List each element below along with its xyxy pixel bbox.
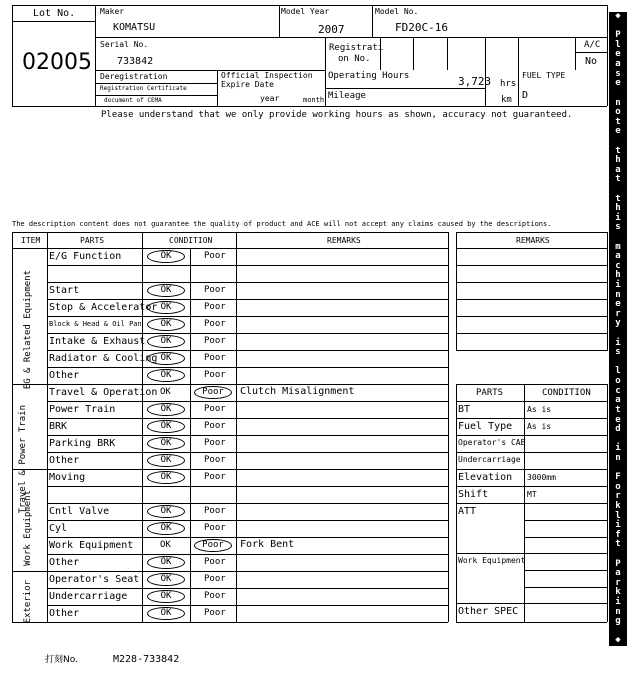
side-note-char: s: [615, 347, 621, 358]
side-note-char: a: [615, 59, 621, 69]
row-remark: Clutch Misalignment: [240, 386, 355, 397]
table-row: [0, 384, 448, 401]
side-note-char: o: [615, 107, 621, 118]
month-label: month: [303, 96, 325, 104]
spec-row-line: [456, 452, 607, 453]
km-unit: km: [501, 95, 512, 105]
spec-condition: As is: [527, 422, 552, 431]
poor-option: Poor: [204, 455, 226, 465]
poor-option: Poor: [204, 353, 226, 363]
section-label: Work Equipment: [23, 490, 33, 566]
poor-option: Poor: [204, 302, 226, 312]
table-row: [0, 588, 448, 605]
spec-condition-header: CONDITION: [542, 388, 591, 398]
spec-condition: 3000mm: [527, 473, 556, 482]
ok-option: OK: [160, 387, 171, 397]
table-row: [0, 350, 448, 367]
model-no-value: FD20C-16: [395, 21, 448, 34]
row-part: Travel & Operation: [49, 386, 158, 398]
poor-option: Poor: [204, 523, 226, 533]
side-note-char: s: [615, 222, 621, 233]
ok-option: OK: [147, 284, 185, 297]
side-note-char: t: [615, 116, 621, 127]
stamp-value: M228-733842: [113, 654, 180, 665]
ok-option: OK: [147, 369, 185, 382]
side-note-char: s: [615, 68, 621, 79]
spec-row-line: [456, 553, 607, 554]
parts-header: PARTS: [80, 236, 105, 245]
spec-sub-line: [524, 570, 607, 571]
remarks-right-header: REMARKS: [516, 236, 550, 245]
spec-row-line: [456, 435, 607, 436]
spec-part: Operator's CAB: [458, 438, 526, 447]
side-note-char: l: [615, 510, 621, 521]
side-note-char: t: [615, 145, 621, 156]
side-note-char: r: [615, 308, 621, 319]
side-note-char: t: [615, 539, 621, 550]
side-note-char: l: [615, 39, 621, 50]
ok-option: OK: [147, 420, 185, 433]
maker-label: Maker: [100, 7, 125, 16]
poor-option: Poor: [204, 336, 226, 346]
maker-value: KOMATSU: [113, 22, 156, 33]
poor-option: Poor: [204, 506, 226, 516]
model-no-label: Model No.: [375, 7, 419, 16]
ok-option: OK: [147, 454, 185, 467]
spec-part: BT: [458, 404, 471, 415]
spec-row-line: [456, 418, 607, 419]
row-part: E/G Function: [49, 250, 122, 262]
side-note-char: i: [615, 597, 621, 607]
row-part: Radiator & Cooling: [49, 352, 158, 364]
side-note-char: i: [615, 520, 621, 531]
section-label: Travel & Power Train: [18, 405, 28, 514]
hrs-unit: hrs: [500, 79, 517, 89]
side-note-char: r: [615, 491, 621, 502]
side-note-char: e: [615, 299, 621, 310]
poor-option: Poor: [204, 404, 226, 414]
spec-row-line: [456, 503, 607, 504]
poor-option: Poor: [204, 608, 226, 618]
section-label: Exterior: [23, 580, 33, 624]
side-note-char: o: [615, 481, 621, 492]
side-note-char: t: [615, 193, 621, 204]
side-note-bar: [609, 12, 627, 646]
side-note-char: n: [615, 452, 621, 463]
ok-option: OK: [160, 540, 171, 550]
side-note-char: y: [615, 318, 621, 329]
row-divider: [12, 622, 448, 623]
spec-condition: MT: [527, 490, 537, 499]
poor-option: Poor: [204, 472, 226, 482]
table-row: [0, 554, 448, 571]
ac-value: No: [585, 56, 598, 67]
side-note-char: h: [615, 203, 621, 214]
spec-part: Undercarriage: [458, 455, 521, 464]
side-note-char: e: [615, 126, 621, 137]
spec-part: Shift: [458, 489, 489, 500]
ok-option: OK: [147, 250, 185, 263]
registration-certificate-label: Registration Certificate: [100, 85, 187, 92]
ok-option: OK: [147, 335, 185, 348]
poor-option: Poor: [204, 574, 226, 584]
table-row: [0, 486, 448, 503]
table-row: [0, 503, 448, 520]
remarks-row-line: [456, 350, 607, 351]
table-row: [0, 282, 448, 299]
row-remark: Fork Bent: [240, 539, 295, 550]
deregistration-label: Deregistration: [100, 72, 168, 81]
side-note-char: c: [615, 260, 621, 271]
side-note-char: k: [615, 587, 621, 598]
table-row: [0, 520, 448, 537]
row-part: Parking BRK: [49, 437, 116, 449]
operating-hours-value: 3,723: [458, 75, 492, 88]
side-note-char: n: [615, 289, 621, 300]
table-row: [0, 299, 448, 316]
row-part: Other: [49, 556, 80, 568]
side-note-char: a: [615, 395, 621, 406]
spec-row-line: [456, 486, 607, 487]
side-note-char: a: [615, 568, 621, 579]
registration-label-1: Registrati: [329, 43, 384, 53]
remarks-row-line: [456, 333, 607, 334]
ok-option: OK: [147, 437, 185, 450]
side-note-char: a: [615, 251, 621, 262]
side-note-char: i: [615, 443, 621, 454]
side-note-char: h: [615, 270, 621, 281]
fuel-type-value: D: [522, 90, 529, 101]
side-note-char: o: [615, 376, 621, 386]
ok-option: OK: [147, 556, 185, 569]
spec-part: Elevation: [458, 472, 513, 483]
side-note-char: n: [615, 606, 621, 617]
inspection-label-1: Official Inspection: [221, 71, 313, 80]
table-row: [0, 452, 448, 469]
table-row: [0, 418, 448, 435]
side-note-char: k: [615, 500, 621, 511]
table-row: [0, 265, 448, 282]
mileage-label: Mileage: [328, 91, 366, 101]
side-note-char: ◆: [615, 635, 621, 646]
side-note-char: P: [615, 30, 621, 41]
side-note-char: F: [615, 472, 621, 483]
ok-option: OK: [147, 318, 185, 331]
year-label: year: [260, 94, 280, 103]
ok-option: OK: [147, 573, 185, 586]
remarks-row-line: [456, 299, 607, 300]
remarks-row-line: [456, 282, 607, 283]
poor-option: Poor: [204, 370, 226, 380]
row-part: Start: [49, 284, 80, 296]
section-label: EG & Related Equipment: [23, 270, 33, 390]
table-row: [0, 605, 448, 622]
disclaimer-text: The description content does not guarantee the quality of product and ACE will not accept any claims caused by the descriptions.: [12, 220, 552, 228]
spec-sub-line: [524, 587, 607, 588]
notice-text: Please understand that we only provide working hours as shown, accuracy not guaranteed.: [101, 110, 573, 120]
row-part: Other: [49, 607, 80, 619]
row-part: Undercarriage: [49, 590, 128, 602]
inspection-label-2: Expire Date: [221, 80, 274, 89]
row-part: Cyl: [49, 522, 68, 534]
side-note-char: e: [615, 78, 621, 89]
side-note-char: P: [615, 558, 621, 569]
ok-option: OK: [147, 403, 185, 416]
table-row: [0, 333, 448, 350]
spec-row-line: [456, 622, 607, 623]
row-part: Other: [49, 454, 80, 466]
poor-option: Poor: [204, 421, 226, 431]
poor-option: Poor: [194, 539, 232, 552]
spec-part: Work Equipment: [458, 556, 526, 565]
row-part: Power Train: [49, 403, 116, 415]
lot-label: Lot No.: [33, 8, 76, 19]
item-header: ITEM: [21, 236, 41, 245]
ok-option: OK: [147, 352, 185, 365]
ok-option: OK: [147, 590, 185, 603]
ok-option: OK: [147, 522, 185, 535]
side-note-char: d: [615, 424, 621, 435]
table-row: [0, 469, 448, 486]
condition-header: CONDITION: [169, 236, 213, 245]
spec-condition: As is: [527, 405, 552, 414]
stamp-label: 打刻No.: [45, 655, 78, 665]
remarks-row-line: [456, 265, 607, 266]
side-note-char: h: [615, 155, 621, 166]
row-part: Moving: [49, 471, 86, 483]
poor-option: Poor: [204, 438, 226, 448]
spec-sub-line: [524, 537, 607, 538]
table-row: [0, 367, 448, 384]
row-part: Work Equipment: [49, 539, 134, 551]
table-row: [0, 537, 448, 554]
spec-part: Fuel Type: [458, 421, 513, 432]
spec-sub-line: [524, 520, 607, 521]
operating-hours-label: Operating Hours: [328, 71, 410, 81]
spec-part: ATT: [458, 506, 477, 517]
side-note-char: m: [615, 241, 621, 252]
side-note-char: t: [615, 404, 621, 415]
spec-parts-header: PARTS: [476, 388, 504, 398]
table-row: [0, 435, 448, 452]
ac-label: A/C: [584, 40, 601, 50]
fuel-type-label: FUEL TYPE: [522, 71, 566, 80]
ok-option: OK: [147, 471, 185, 484]
side-note-char: g: [615, 616, 621, 627]
table-row: [0, 571, 448, 588]
row-part: Block & Head & Oil Pan: [49, 320, 142, 328]
table-row: [0, 316, 448, 333]
model-year-label: Model Year: [281, 7, 330, 16]
table-row: [0, 401, 448, 418]
spec-part: Other SPEC: [458, 606, 519, 617]
poor-option: Poor: [204, 591, 226, 601]
side-note-char: l: [615, 366, 621, 377]
lot-number: 02005: [22, 50, 92, 75]
registration-label-2: on No.: [338, 54, 371, 64]
side-note-char: e: [615, 414, 621, 425]
spec-row-line: [456, 603, 607, 604]
serial-label: Serial No.: [100, 40, 149, 49]
remarks-row-line: [456, 316, 607, 317]
side-note-char: ◆: [615, 11, 621, 21]
row-part: Operator's Seat: [49, 573, 140, 585]
spec-row-line: [456, 469, 607, 470]
ok-option: OK: [147, 505, 185, 518]
side-note-char: n: [615, 97, 621, 108]
side-note-char: i: [615, 212, 621, 223]
document-cema-label: document of CEMA: [104, 97, 162, 104]
side-note-char: f: [615, 529, 621, 540]
poor-option: Poor: [204, 319, 226, 329]
side-note-char: e: [615, 49, 621, 60]
table-row: [0, 248, 448, 265]
row-part: Stop & Accelerator: [49, 301, 158, 313]
poor-option: Poor: [204, 557, 226, 567]
row-part: Intake & Exhaust: [49, 335, 146, 347]
side-note-char: c: [615, 385, 621, 396]
remarks-header: REMARKS: [327, 236, 361, 245]
model-year-value: 2007: [318, 23, 345, 36]
side-note-char: t: [615, 174, 621, 185]
side-note-char: r: [615, 577, 621, 588]
side-note-char: i: [615, 337, 621, 348]
serial-value: 733842: [117, 56, 154, 67]
poor-option: Poor: [204, 285, 226, 295]
side-note-char: a: [615, 164, 621, 175]
row-part: Other: [49, 369, 80, 381]
row-part: BRK: [49, 420, 68, 432]
side-note-char: i: [615, 280, 621, 290]
ok-option: OK: [147, 607, 185, 620]
row-part: Cntl Valve: [49, 505, 110, 517]
poor-option: Poor: [204, 251, 226, 261]
ok-option: OK: [147, 301, 185, 314]
poor-option: Poor: [194, 386, 232, 399]
